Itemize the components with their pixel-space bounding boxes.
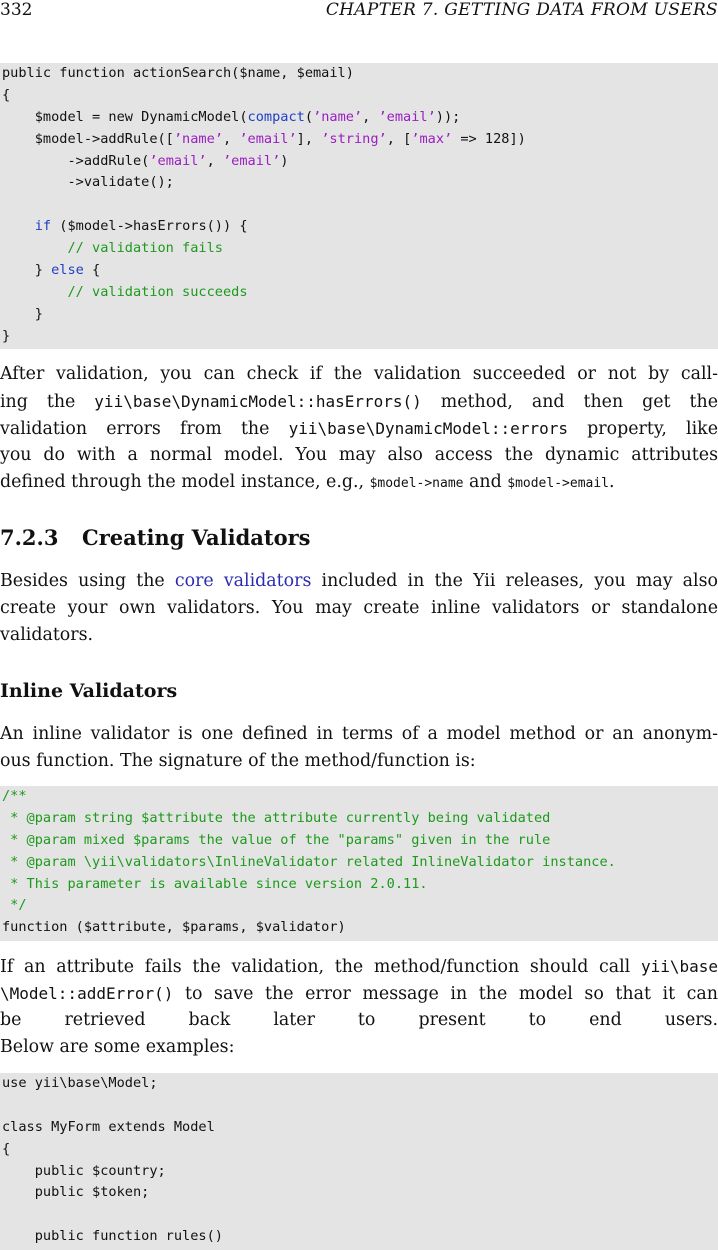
text-line [0, 748, 718, 775]
chapter-title: CHAPTER 7. GETTING DATA FROM USERS [325, 0, 718, 20]
code-string: ’email’ [223, 152, 281, 169]
code-comment: // validation fails [2, 240, 223, 257]
text-line [0, 361, 718, 388]
text-line [0, 469, 718, 496]
text-run: , [222, 130, 240, 147]
inline-code: yii\base\DynamicModel::errors [288, 419, 568, 438]
text-line [0, 442, 718, 469]
code-line [2, 151, 718, 173]
text-line [0, 1007, 718, 1034]
code-comment: * @param mixed $params the value of the "params" given in the rule [2, 831, 551, 848]
code-string: ’email’ [149, 152, 207, 169]
code-comment: * @param \yii\validators\InlineValidator related InlineValidator instance. [2, 853, 616, 870]
code-line [2, 326, 718, 348]
code-line [2, 129, 718, 151]
text-run: ( [304, 108, 314, 125]
code-line [2, 1226, 718, 1248]
code-line [2, 917, 718, 939]
text-run: )); [435, 108, 461, 125]
text-run: property, like [567, 419, 718, 439]
code-line [2, 1161, 718, 1183]
code-line [2, 1117, 718, 1139]
code-comment: // validation succeeds [2, 283, 248, 300]
code-line [2, 107, 718, 129]
code-line [2, 63, 718, 85]
text-run: ->validate(); [2, 174, 174, 191]
text-run: public function rules() [2, 1228, 223, 1245]
text-run: After validation, you can check if the validation succeeded or not by call- [0, 364, 718, 384]
text-run: defined through the model instance, e.g., [0, 472, 370, 492]
text-run: , [ [386, 130, 412, 147]
text-run: { [2, 86, 11, 103]
text-run [2, 218, 35, 234]
text-run: { [2, 1140, 11, 1157]
code-line [2, 1182, 718, 1204]
code-string: ’max’ [411, 130, 453, 147]
text-run: , [206, 152, 223, 169]
code-string: ’email’ [378, 108, 436, 125]
text-run: validators. [0, 625, 94, 645]
code-line [2, 238, 718, 260]
text-run: ->addRule( [2, 152, 150, 169]
code-line [2, 786, 718, 808]
code-line [2, 1095, 718, 1117]
text-run: } [2, 327, 11, 344]
code-line [2, 282, 718, 304]
code-keyword: if [34, 218, 52, 235]
code-line [2, 852, 718, 874]
section-title: Creating Validators [82, 525, 311, 550]
text-run: ($model->hasErrors()) { [51, 218, 248, 235]
text-run: public $country; [2, 1162, 166, 1179]
text-run: validation errors from the [0, 419, 289, 439]
code-block-inline-signature [0, 786, 718, 941]
text-run: method, and then get the [421, 392, 718, 412]
text-run: } [2, 262, 52, 279]
code-comment: /** [2, 788, 27, 804]
text-run: use yii\base\Model; [2, 1075, 158, 1091]
inline-code-small: $model->name [369, 476, 464, 491]
code-line [2, 172, 718, 194]
inline-code: yii\base\DynamicModel::hasErrors() [94, 392, 422, 411]
text-line [0, 1034, 718, 1061]
text-run: public $token; [2, 1184, 150, 1201]
code-line [2, 895, 718, 917]
text-run: included in the Yii releases, you may also [311, 571, 718, 591]
text-line [0, 568, 718, 595]
code-comment: * @param string $attribute the attribute currently being validated [2, 809, 551, 826]
text-run: ], [296, 130, 322, 147]
code-string: ’email’ [239, 130, 297, 147]
code-block-action-search [0, 63, 718, 349]
page-number: 332 [0, 0, 33, 20]
inline-code-small: $model->email [507, 476, 609, 491]
text-run: . [609, 472, 615, 492]
code-block-myform [0, 1073, 718, 1250]
text-run: Besides using the [0, 571, 175, 591]
code-line [2, 874, 718, 896]
inline-code: yii\base [640, 957, 718, 976]
code-line [2, 260, 718, 282]
code-comment: */ [2, 897, 27, 914]
text-run: and [463, 472, 508, 492]
text-run: create your own validators. You may create inline validators or standalone [0, 598, 718, 618]
text-run: If an attribute fails the validation, the method/function should call [0, 957, 641, 977]
code-line [2, 304, 718, 326]
paragraph-inline-validators [0, 721, 718, 775]
code-string: ’name’ [313, 108, 363, 125]
inline-code: \Model::addError() [0, 984, 174, 1003]
text-run: ing the [0, 392, 95, 412]
code-line [2, 85, 718, 107]
code-string: ’string’ [321, 130, 387, 147]
text-run: => 128]) [452, 130, 526, 147]
section-heading [0, 525, 311, 550]
text-line [0, 980, 718, 1007]
subsection-heading: Inline Validators [0, 680, 178, 702]
code-keyword: else [51, 262, 84, 279]
paragraph-validation-result [0, 361, 718, 496]
text-run: you do with a normal model. You may also access the dynamic attributes [0, 445, 718, 465]
text-run: An inline validator is one defined in terms of a model method or an anonym- [0, 724, 718, 744]
text-line [0, 953, 718, 980]
text-run: $model = new DynamicModel( [2, 108, 248, 125]
paragraph-add-error [0, 953, 718, 1061]
code-line [2, 808, 718, 830]
paragraph-creating-validators [0, 568, 718, 649]
text-run: Below are some examples: [0, 1037, 235, 1057]
code-line [2, 216, 718, 238]
text-run: be retrieved back later to present to end users. [0, 1010, 718, 1030]
text-run: { [83, 262, 101, 279]
text-run: class MyForm extends Model [2, 1118, 215, 1135]
code-line [2, 830, 718, 852]
text-line [0, 388, 718, 415]
section-number: 7.2.3 [0, 525, 59, 550]
text-run: function ($attribute, $params, $validator) [2, 919, 346, 936]
running-header [0, 0, 718, 22]
code-line [2, 1204, 718, 1226]
text-run: public function actionSearch($name, $email) [2, 65, 354, 81]
text-line [0, 622, 718, 649]
code-line [2, 1139, 718, 1161]
text-run: ) [280, 152, 289, 169]
text-run: , [362, 108, 379, 125]
hyperlink[interactable]: core validators [174, 571, 312, 591]
text-run: to save the error message in the model so that it can [173, 984, 718, 1004]
code-line [2, 194, 718, 216]
code-string: ’name’ [173, 130, 223, 147]
text-line [0, 595, 718, 622]
text-line [0, 721, 718, 748]
code-line [2, 1073, 718, 1095]
text-run: } [2, 305, 43, 322]
code-comment: * This parameter is available since version 2.0.11. [2, 875, 428, 892]
text-run: ous function. The signature of the method/function is: [0, 751, 476, 771]
text-line [0, 415, 718, 442]
code-keyword: compact [247, 108, 305, 125]
text-run: $model->addRule([ [2, 130, 174, 147]
